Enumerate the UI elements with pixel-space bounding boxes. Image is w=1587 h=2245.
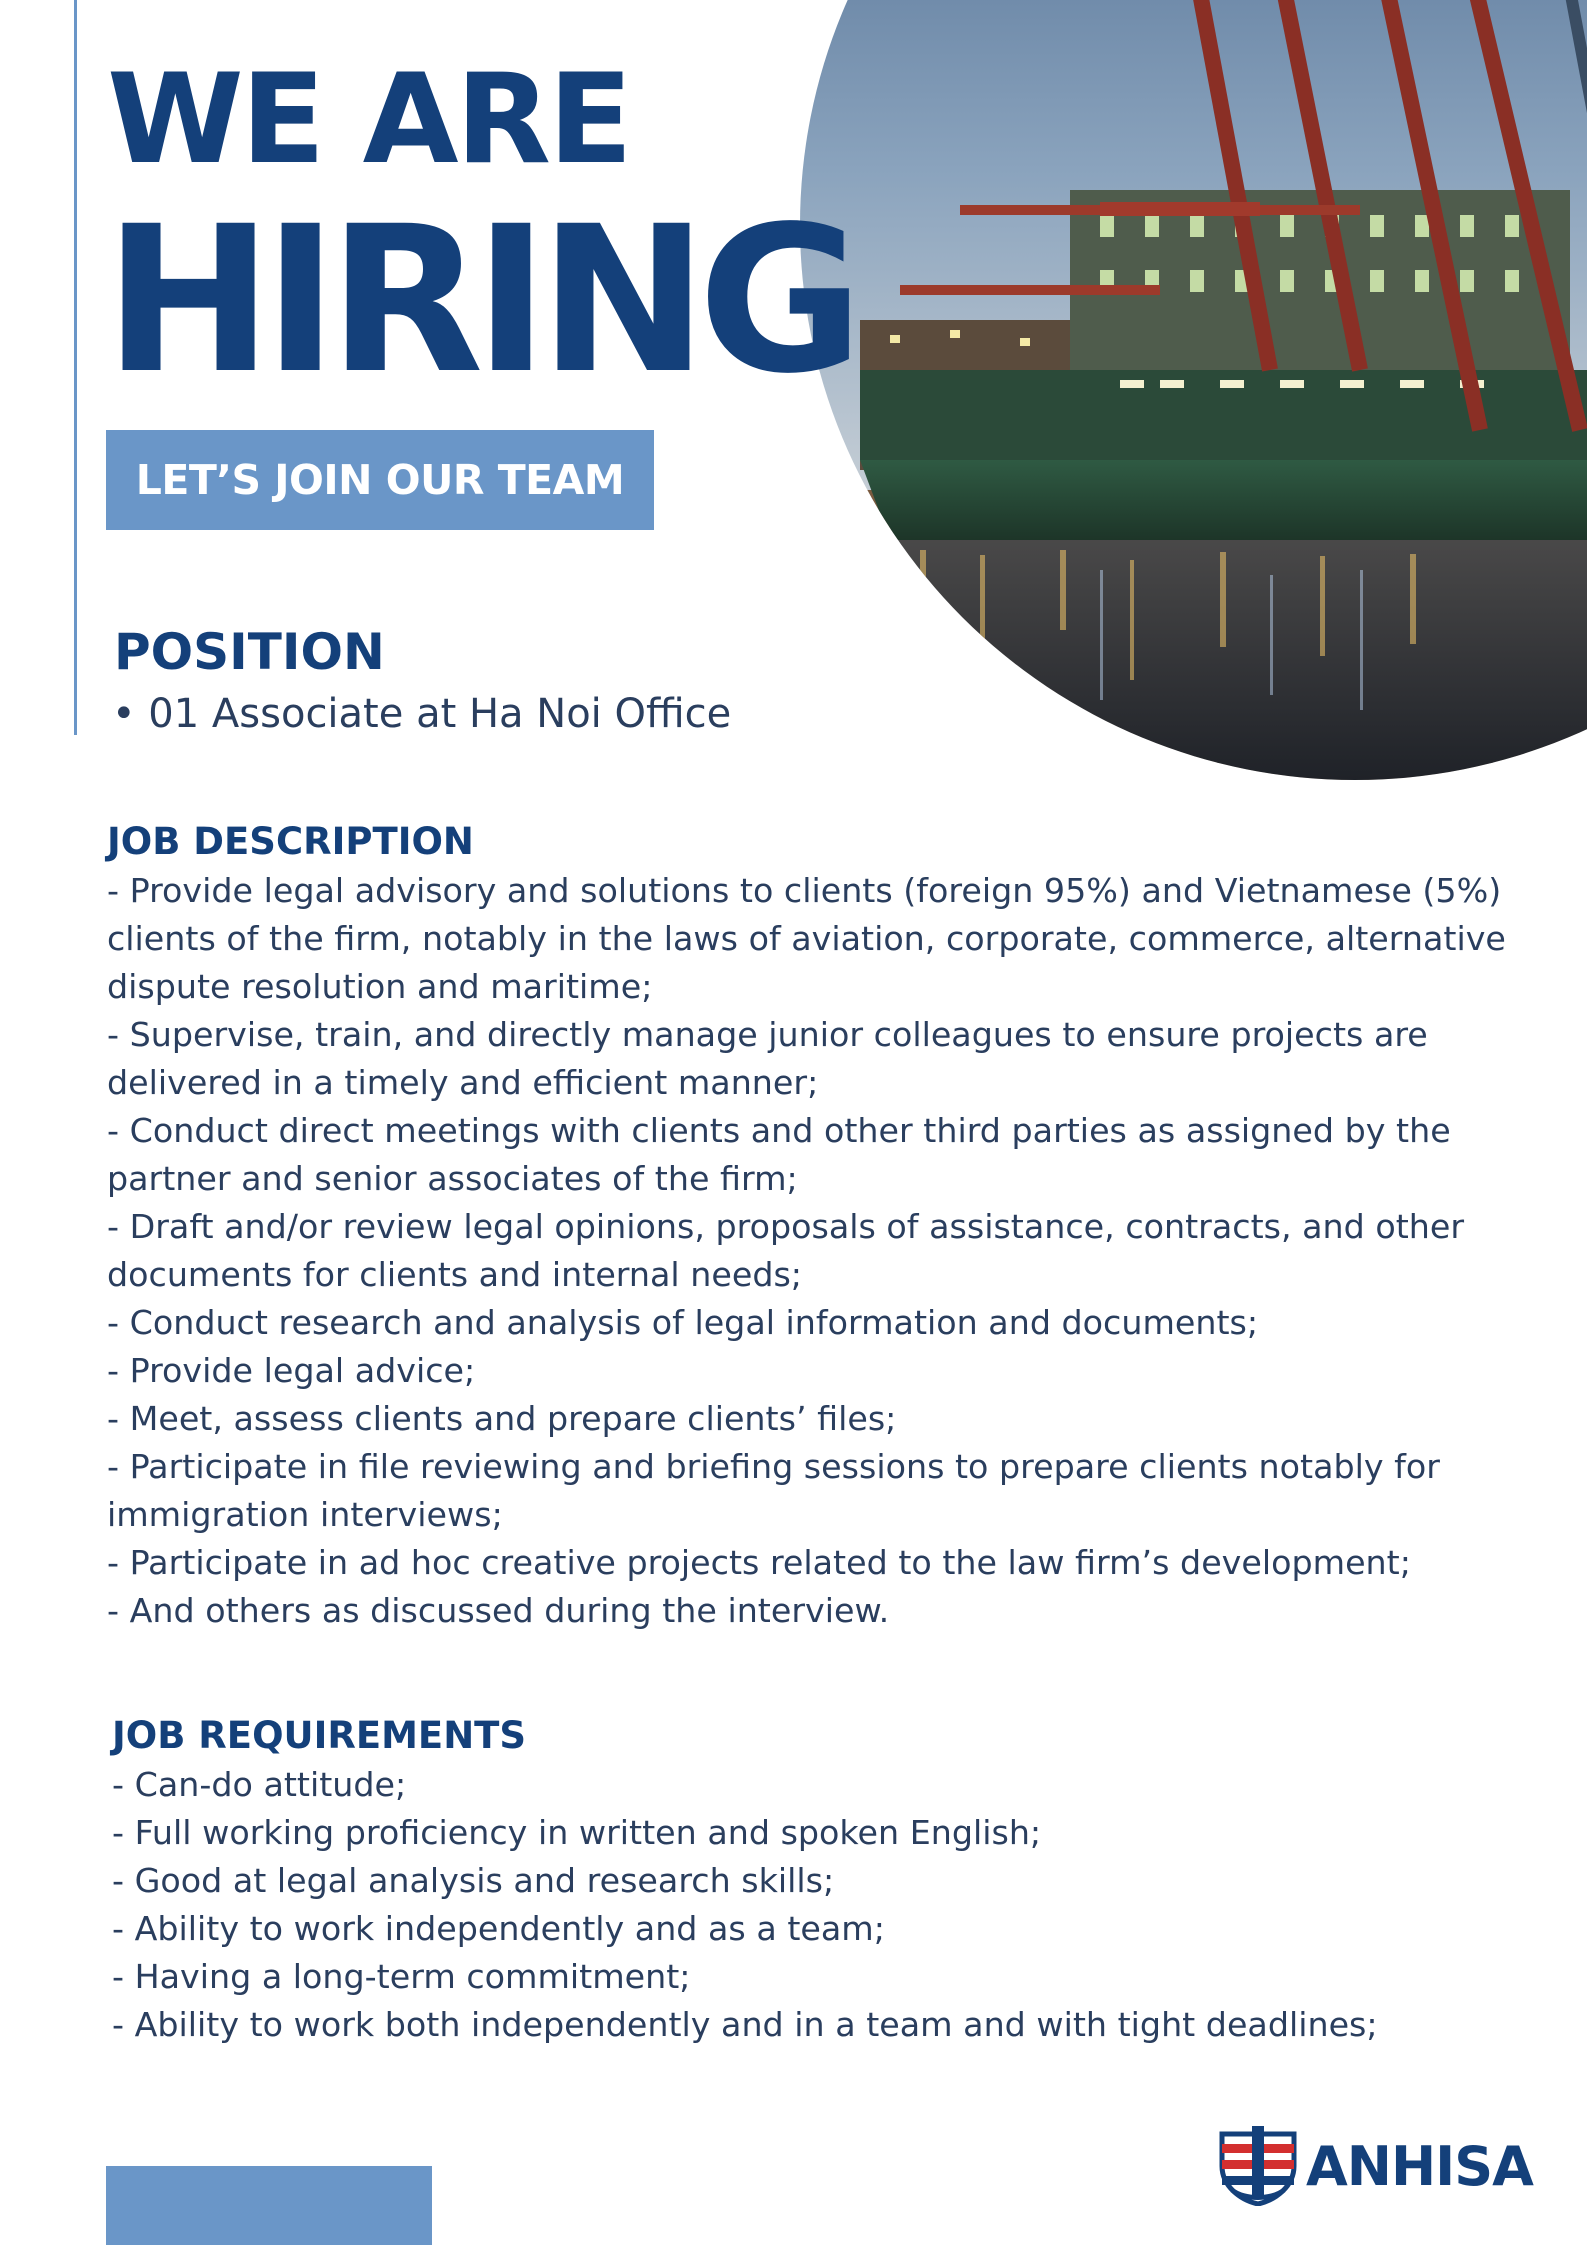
job-requirements-title: JOB REQUIREMENTS — [112, 1714, 527, 1757]
job-description-item: - Meet, assess clients and prepare clients’ files; — [107, 1399, 897, 1438]
position-title: POSITION — [114, 623, 385, 681]
job-requirements-list — [112, 1761, 1532, 2049]
job-requirement-item: - Good at legal analysis and research skills; — [112, 1861, 835, 1900]
job-description-item: - Supervise, train, and directly manage junior colleagues to ensure projects are delivered in a timely and efficient manner; — [107, 1015, 1428, 1102]
headline-hiring: HIRING — [104, 182, 854, 418]
anhisa-logo — [1218, 2126, 1533, 2208]
job-description-list — [107, 867, 1537, 1635]
anhisa-shield-logo-icon — [1218, 2124, 1298, 2210]
job-description-item: - Provide legal advice; — [107, 1351, 476, 1390]
job-requirement-item: - Can-do attitude; — [112, 1765, 407, 1804]
job-description-item: - Provide legal advisory and solutions to clients (foreign 95%) and Vietnamese (5%) clients of the firm, notably in the laws of aviation, corporate, commerce, alternative dispute resolution and maritime; — [107, 871, 1506, 1006]
left-accent-line — [74, 0, 77, 735]
job-description-item: - Participate in file reviewing and briefing sessions to prepare clients notably for immigration interviews; — [107, 1447, 1440, 1534]
job-requirement-item: - Full working proficiency in written and spoken English; — [112, 1813, 1042, 1852]
job-requirement-item: - Ability to work independently and as a team; — [112, 1909, 885, 1948]
job-description-item: - And others as discussed during the interview. — [107, 1591, 890, 1630]
footer-accent-block — [106, 2166, 432, 2245]
headline-we-are: WE ARE — [107, 48, 630, 192]
job-description-item: - Conduct direct meetings with clients and other third parties as assigned by the partner and senior associates of the firm; — [107, 1111, 1451, 1198]
job-description-item: - Participate in ad hoc creative projects related to the law firm’s development; — [107, 1543, 1411, 1582]
job-requirement-item: - Having a long-term commitment; — [112, 1957, 691, 1996]
port-ship-photo — [800, 0, 1587, 780]
anhisa-logo-text: ANHISA — [1306, 2135, 1533, 2198]
job-description-title: JOB DESCRIPTION — [107, 820, 474, 863]
join-team-banner: LET’S JOIN OUR TEAM — [106, 430, 654, 530]
position-item: • 01 Associate at Ha Noi Office — [112, 691, 732, 737]
job-requirement-item: - Ability to work both independently and in a team and with tight deadlines; — [112, 2005, 1378, 2044]
job-description-item: - Draft and/or review legal opinions, proposals of assistance, contracts, and other documents for clients and internal needs; — [107, 1207, 1465, 1294]
job-description-item: - Conduct research and analysis of legal information and documents; — [107, 1303, 1259, 1342]
